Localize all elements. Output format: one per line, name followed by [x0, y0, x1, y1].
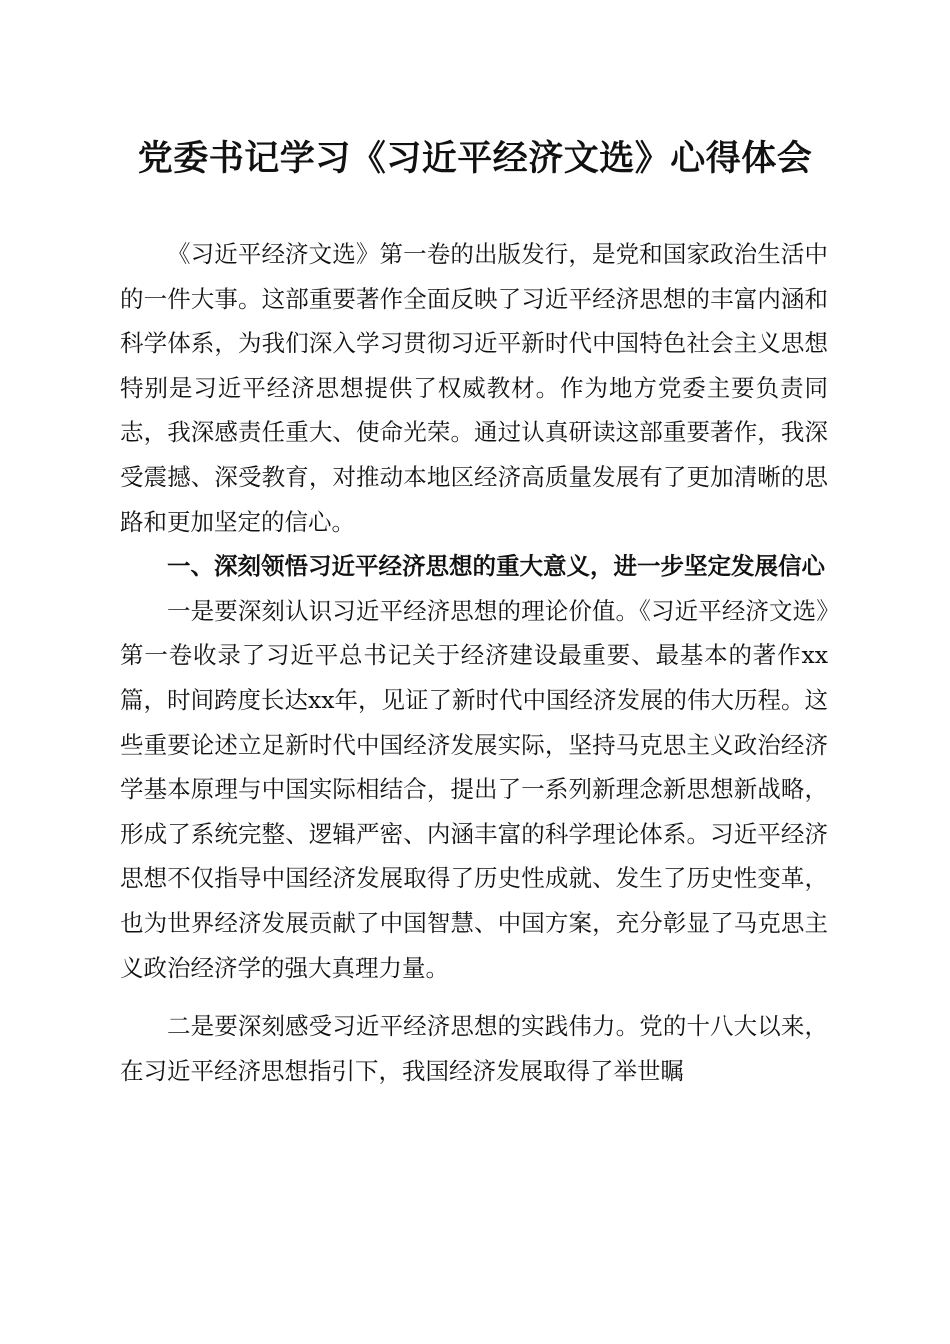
body-paragraph-point-2: 二是要深刻感受习近平经济思想的实践伟力。党的十八大以来，在习近平经济思想指引下，我国经济发展取得了举世瞩	[120, 1012, 828, 1085]
document-title: 党委书记学习《习近平经济文选》心得体会	[137, 138, 813, 179]
body-paragraph-intro: 《习近平经济文选》第一卷的出版发行，是党和国家政治生活中的一件大事。这部重要著作全面反映了习近平经济思想的丰富内涵和科学体系，为我们深入学习贯彻习近平新时代中国特色社会主义思想特别是习近平经济思想提供了权威教材。作为地方党委主要负责同志，我深感责任重大、使命光荣。通过认真研读这部重要著作，我深受震撼、深受教育，对推动本地区经济高质量发展有了更加清晰的思路和更加坚定的信心。	[120, 240, 828, 536]
body-paragraph-point-1: 一是要深刻认识习近平经济思想的理论价值。《习近平经济文选》第一卷收录了习近平总书记关于经济建设最重要、最基本的著作xx篇，时间跨度长达xx年，见证了新时代中国经济发展的伟大历程。这些重要论述立足新时代中国经济发展实际，坚持马克思主义政治经济学基本原理与中国实际相结合，提出了一系列新理念新思想新战略，形成了系统完整、逻辑严密、内涵丰富的科学理论体系。习近平经济思想不仅指导中国经济发展取得了历史性成就、发生了历史性变革，也为世界经济发展贡献了中国智慧、中国方案，充分彰显了马克思主义政治经济学的强大真理力量。	[120, 596, 829, 982]
section-heading-1: 一、深刻领悟习近平经济思想的重大意义，进一步坚定发展信心	[167, 552, 825, 581]
document-body	[120, 232, 828, 1093]
